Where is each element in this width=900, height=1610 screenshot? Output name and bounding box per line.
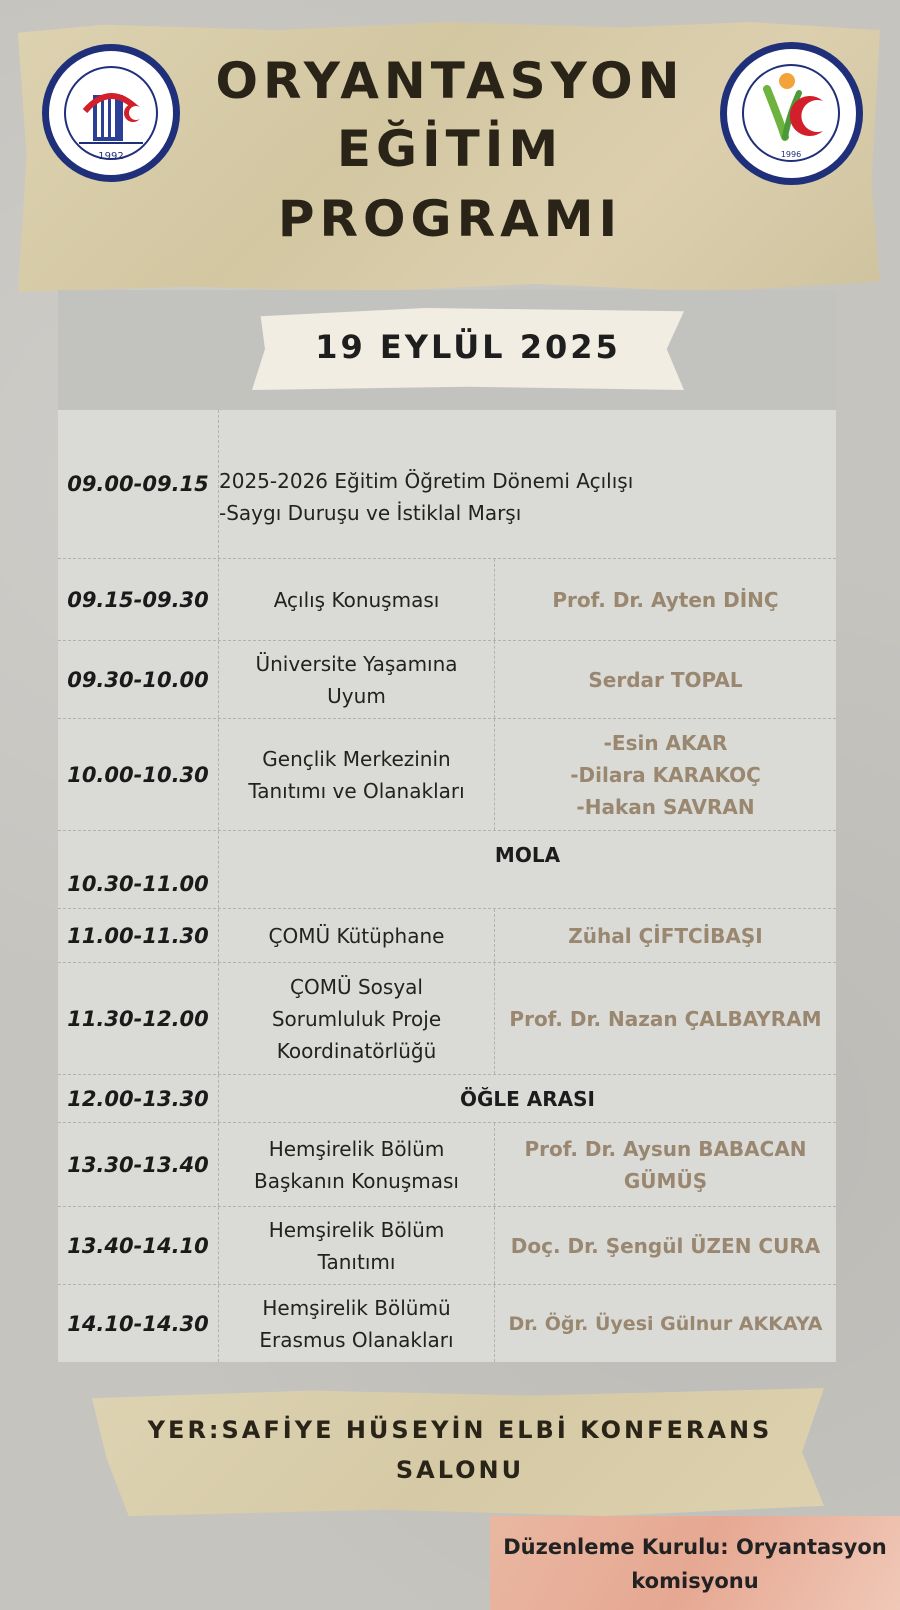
organizer-line: Düzenleme Kurulu: Oryantasyon [503, 1535, 887, 1559]
row-speaker: Serdar TOPAL [494, 641, 836, 718]
schedule-row [58, 1122, 836, 1206]
title-line-1: ORYANTASYON [215, 52, 685, 110]
row-topic-line: Üniversite Yaşamına [255, 651, 458, 676]
row-speaker: Zühal ÇİFTCİBAŞI [494, 909, 836, 962]
row-topic [218, 1123, 494, 1206]
row-topic [218, 641, 494, 718]
location-line: SALONU [395, 1456, 525, 1484]
schedule-row [58, 718, 836, 830]
row-speaker [494, 1123, 836, 1206]
title-line-3: PROGRAMI [277, 190, 623, 248]
row-topic-line: Tanıtımı [317, 1249, 396, 1274]
row-time: 13.40-14.10 [67, 1233, 209, 1258]
row-topic [218, 410, 836, 558]
right-logo-year: 1996 [780, 150, 802, 159]
schedule-row [58, 1206, 836, 1284]
row-topic-line: Hemşirelik Bölüm [268, 1136, 445, 1161]
row-topic-line: ÇOMÜ Sosyal [290, 974, 423, 999]
row-topic [218, 1285, 494, 1362]
row-time: 09.00-09.15 [67, 472, 209, 496]
row-speaker-line: GÜMÜŞ [623, 1168, 708, 1193]
row-break-label: ÖĞLE ARASI [218, 1075, 836, 1122]
schedule-row [58, 640, 836, 718]
row-topic-line: Gençlik Merkezinin [262, 746, 451, 771]
schedule-row [58, 830, 836, 908]
row-time: 11.30-12.00 [67, 1006, 209, 1031]
location-line: YER:SAFİYE HÜSEYİN ELBİ KONFERANS [147, 1416, 773, 1444]
row-speaker: Prof. Dr. Ayten DİNÇ [494, 559, 836, 640]
row-topic-line: -Saygı Duruşu ve İstiklal Marşı [219, 501, 522, 525]
row-topic: Açılış Konuşması [218, 559, 494, 640]
row-topic-line: Hemşirelik Bölüm [268, 1217, 445, 1242]
row-speaker: Doç. Dr. Şengül ÜZEN CURA [494, 1207, 836, 1284]
schedule-row [58, 1074, 836, 1122]
schedule-row [58, 410, 836, 558]
row-time: 10.00-10.30 [67, 762, 209, 787]
row-topic-line: Uyum [327, 683, 386, 708]
row-speaker: Prof. Dr. Nazan ÇALBAYRAM [494, 963, 836, 1074]
row-topic-line: 2025-2026 Eğitim Öğretim Dönemi Açılışı [219, 469, 634, 493]
organizer-line: komisyonu [631, 1569, 759, 1593]
row-topic [218, 963, 494, 1074]
row-topic: ÇOMÜ Kütüphane [218, 909, 494, 962]
organizer-text [490, 1530, 900, 1598]
row-break-label: MOLA [218, 831, 836, 908]
row-topic-line: Tanıtımı ve Olanakları [248, 778, 465, 803]
row-topic-line: Erasmus Olanakları [259, 1327, 454, 1352]
row-speaker-line: Prof. Dr. Aysun BABACAN [524, 1136, 807, 1161]
row-time: 09.15-09.30 [67, 587, 209, 612]
row-topic-line: Sorumluluk Proje [271, 1006, 442, 1031]
location-text [110, 1410, 810, 1490]
left-logo-year: 1992 [98, 151, 124, 162]
row-speaker-line: -Dilara KARAKOÇ [570, 762, 761, 787]
row-topic-line: Koordinatörlüğü [276, 1038, 437, 1063]
row-speaker-line: -Hakan SAVRAN [576, 794, 755, 819]
event-date: 19 EYLÜL 2025 [315, 328, 621, 366]
schedule-row [58, 962, 836, 1074]
row-speaker [494, 719, 836, 830]
row-time: 09.30-10.00 [67, 667, 209, 692]
row-time: 11.00-11.30 [67, 923, 209, 948]
row-time: 14.10-14.30 [67, 1311, 209, 1336]
row-time: 10.30-11.00 [67, 872, 209, 896]
row-time: 12.00-13.30 [67, 1086, 209, 1111]
row-topic-line: Hemşirelik Bölümü [262, 1295, 451, 1320]
row-topic [218, 719, 494, 830]
schedule-row [58, 558, 836, 640]
row-topic-line: Başkanın Konuşması [254, 1168, 459, 1193]
row-speaker-line: -Esin AKAR [603, 730, 728, 755]
row-topic [218, 1207, 494, 1284]
title-line-2: EĞİTİM [336, 120, 564, 178]
row-speaker: Dr. Öğr. Üyesi Gülnur AKKAYA [494, 1285, 836, 1362]
row-time: 13.30-13.40 [67, 1152, 209, 1177]
schedule-row [58, 1284, 836, 1362]
schedule-row [58, 908, 836, 962]
